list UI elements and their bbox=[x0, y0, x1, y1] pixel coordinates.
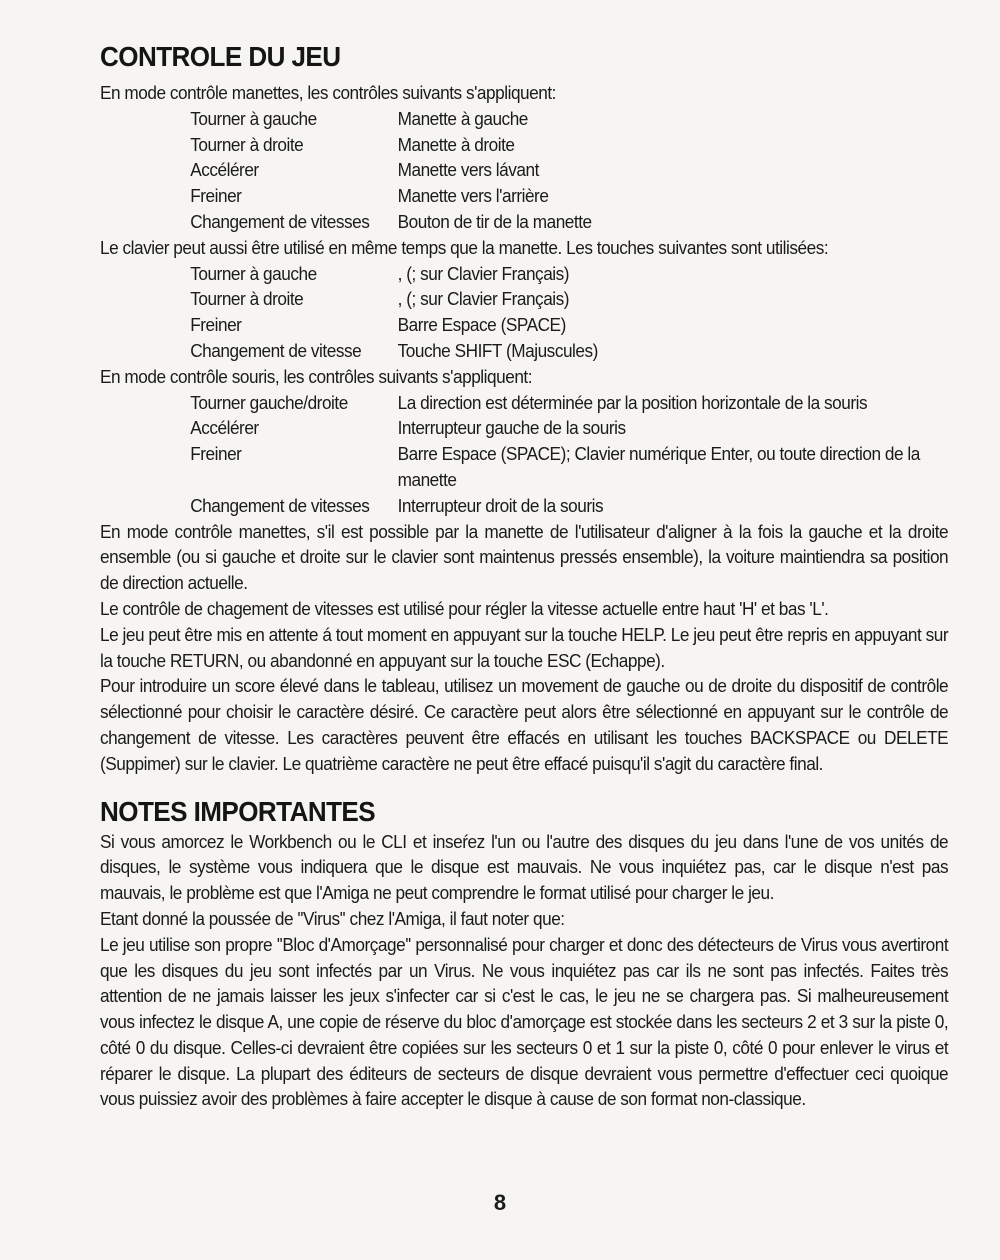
control-binding: Manette à gauche bbox=[397, 107, 528, 129]
control-binding: Interrupteur droit de la souris bbox=[397, 494, 604, 516]
control-row bbox=[100, 338, 948, 364]
control-action: Tourner à droite bbox=[190, 288, 304, 310]
control-binding: Barre Espace (SPACE) bbox=[397, 314, 566, 336]
paragraph: Si vous amorcez le Workbench ou le CLI et inseŕez l'un ou l'autre des disques du jeu dans l'une de vos unités de disques, le système vous indiquera que le disque est mauvais. Ne vous inquiétez pas, car le disque n'est pas mauvais, le problème est que l'Amiga ne peut comprendre le format utilisé pour charger le jeu. bbox=[100, 830, 949, 904]
intro-clavier: Le clavier peut aussi être utilisé en même temps que la manette. Les touches suivantes sont utilisées: bbox=[100, 236, 829, 258]
paragraph: Etant donné la poussée de ''Virus'' chez l'Amiga, il faut noter que: bbox=[100, 907, 565, 929]
intro-manettes: En mode contrôle manettes, les contrôles suivants s'appliquent: bbox=[100, 82, 557, 103]
control-binding: , (; sur Clavier Français) bbox=[397, 262, 570, 284]
control-action: Tourner à gauche bbox=[190, 262, 317, 284]
paragraph: En mode contrôle manettes, s'il est possible par la manette de l'utilisateur d'aligner à la fois la gauche et la droite ensemble (ou si gauche et droite sur le clavier sont maintenus pressés ensemble), la voiture maintiendra sa position de direction actuelle. bbox=[100, 520, 949, 594]
control-row bbox=[100, 441, 948, 493]
control-row bbox=[100, 390, 948, 416]
control-binding: , (; sur Clavier Français) bbox=[397, 288, 570, 310]
intro-souris: En mode contrôle souris, les contrôles suivants s'appliquent: bbox=[100, 365, 533, 387]
control-action: Accélérer bbox=[190, 159, 259, 181]
section-title-controle-du-jeu: CONTROLE DU JEU bbox=[100, 41, 341, 72]
control-binding: Manette à droite bbox=[397, 133, 515, 155]
paragraph: Pour introduire un score élevé dans le tableau, utilisez un movement de gauche ou de droite du dispositif de contrôle sélectionné pour choisir le caractère désiré. Ce caractère peut alors être sélectionné en appuyant sur le contrôle de changement de vitesse. Les caractères peuvent être effacés en utilisant les touches BACKSPACE ou DELETE (Suppimer) sur le clavier. Le quatrième caractère ne peut être effacé puisqu'il s'agit du caractère final. bbox=[100, 675, 949, 774]
control-action: Freiner bbox=[190, 185, 242, 207]
control-row bbox=[100, 157, 948, 183]
control-binding: La direction est déterminée par la position horizontale de la souris bbox=[397, 391, 868, 413]
control-action: Freiner bbox=[190, 443, 242, 465]
control-row bbox=[100, 261, 948, 287]
controls-table-clavier bbox=[100, 261, 948, 364]
paragraph: Le jeu utilise son propre ''Bloc d'Amorçage'' personnalisé pour charger et donc des détecteurs de Virus vous avertiront que les disques du jeu sont infectés par un Virus. Ne vous inquiétez pas car ils ne sont pas infectés. Faites très attention de ne jamais laisser les jeux s'infecter car si c'est le cas, le jeu ne se chargera pas. Si malheureusement vous infectez le disque A, une copie de réserve du bloc d'amorçage est stockée dans les secteurs 2 et 3 sur la piste 0, côté 0 du disque. Celles-ci devraient être copiées sur les secteurs 0 et 1 sur la piste 0, côté 0 pour enlever le virus et réparer le disque. La plupart des éditeurs de secteurs de disque devraient vous permettre d'effectuer ceci quoique vous puissiez avoir des problèmes à faire accepter le disque à cause de son format non-classique. bbox=[100, 933, 949, 1110]
control-row bbox=[100, 286, 948, 312]
section-title-notes-importantes: NOTES IMPORTANTES bbox=[100, 795, 376, 827]
control-binding: Manette vers l'arrière bbox=[397, 185, 549, 207]
control-action: Changement de vitesses bbox=[190, 210, 370, 232]
control-action: Accélérer bbox=[190, 417, 259, 439]
control-binding: Touche SHIFT (Majuscules) bbox=[397, 339, 598, 361]
control-action: Changement de vitesse bbox=[190, 339, 362, 361]
page-content bbox=[100, 40, 948, 1112]
paragraph: Le contrôle de chagement de vitesses est utilisé pour régler la vitesse actuelle entre haut 'H' et bas 'L'. bbox=[100, 597, 829, 619]
controls-table-souris bbox=[100, 390, 948, 519]
control-binding: Manette vers lávant bbox=[397, 159, 539, 181]
control-row bbox=[100, 183, 948, 209]
paragraph: Le jeu peut être mis en attente á tout moment en appuyant sur la touche HELP. Le jeu peut être repris en appuyant sur la touche RETURN, ou abandonné en appuyant sur la touche ESC (Echappe). bbox=[100, 623, 949, 671]
control-row bbox=[100, 415, 948, 441]
control-row bbox=[100, 312, 948, 338]
control-binding: Barre Espace (SPACE); Clavier numérique Enter, ou toute direction de la manette bbox=[397, 443, 920, 490]
control-row bbox=[100, 209, 948, 235]
control-row bbox=[100, 493, 948, 519]
control-action: Freiner bbox=[190, 314, 242, 336]
control-binding: Bouton de tir de la manette bbox=[397, 210, 592, 232]
control-action: Tourner à gauche bbox=[190, 107, 317, 129]
control-row bbox=[100, 132, 948, 158]
controls-table-manettes bbox=[100, 106, 948, 235]
control-row bbox=[100, 106, 948, 132]
control-action: Tourner à droite bbox=[190, 133, 304, 155]
page-number: 8 bbox=[493, 1190, 507, 1215]
control-binding: Interrupteur gauche de la souris bbox=[397, 417, 626, 439]
control-action: Tourner gauche/droite bbox=[190, 391, 348, 413]
control-action: Changement de vitesses bbox=[190, 494, 370, 516]
